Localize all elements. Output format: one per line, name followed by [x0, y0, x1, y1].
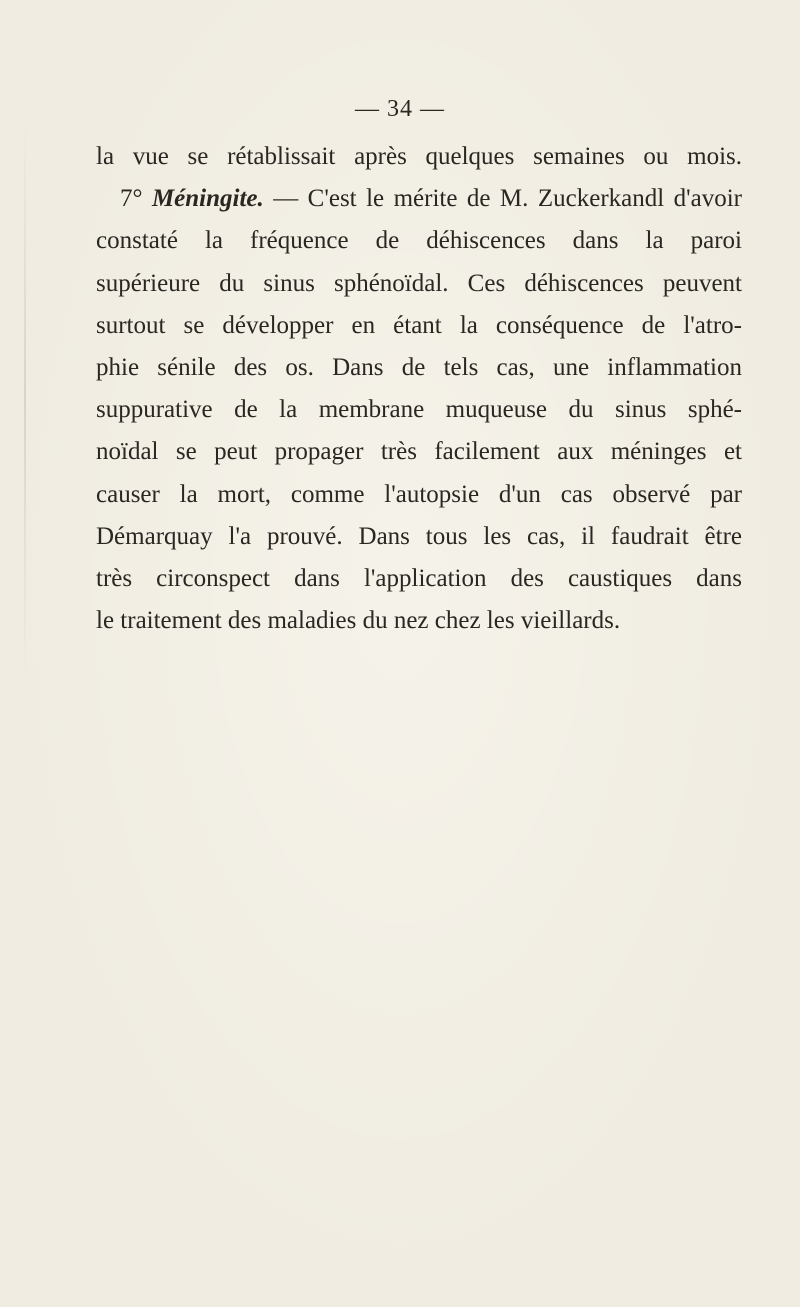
page-gutter-shadow	[24, 120, 26, 680]
text-line-12: le traitement des maladies du nez chez les vieillards.	[96, 607, 621, 635]
text-line-1: la vue se rétablissait après quelques semaines ou mois.	[96, 143, 742, 170]
text-line-3: constaté la fréquence de déhiscences dans la paroi	[96, 227, 742, 255]
text-line-4: supérieure du sinus sphénoïdal. Ces déhiscences peuvent	[96, 269, 742, 297]
text-line-11: très circonspect dans l'application des caustiques dans	[96, 564, 742, 592]
text-line-6: phie sénile des os. Dans de tels cas, une inflammation	[96, 353, 742, 381]
section-heading: Méningite.	[151, 185, 264, 213]
text-line-9: causer la mort, comme l'autopsie d'un cas observé par	[96, 480, 742, 508]
text-line-8: noïdal se peut propager très facilement aux méninges et	[96, 438, 742, 466]
section-number: 7°	[120, 185, 152, 213]
text-line-2-rest: — C'est le mérite de M. Zuckerkandl d'avoir	[263, 185, 743, 213]
page-number: — 34 —	[355, 96, 445, 122]
body-paragraph	[96, 136, 742, 642]
text-line-10: Démarquay l'a prouvé. Dans tous les cas, il faudrait être	[96, 522, 742, 550]
text-line-2	[96, 178, 742, 220]
text-line-5: surtout se développer en étant la conséquence de l'atro-	[96, 311, 742, 339]
text-line-7: suppurative de la membrane muqueuse du sinus sphé-	[96, 396, 742, 424]
